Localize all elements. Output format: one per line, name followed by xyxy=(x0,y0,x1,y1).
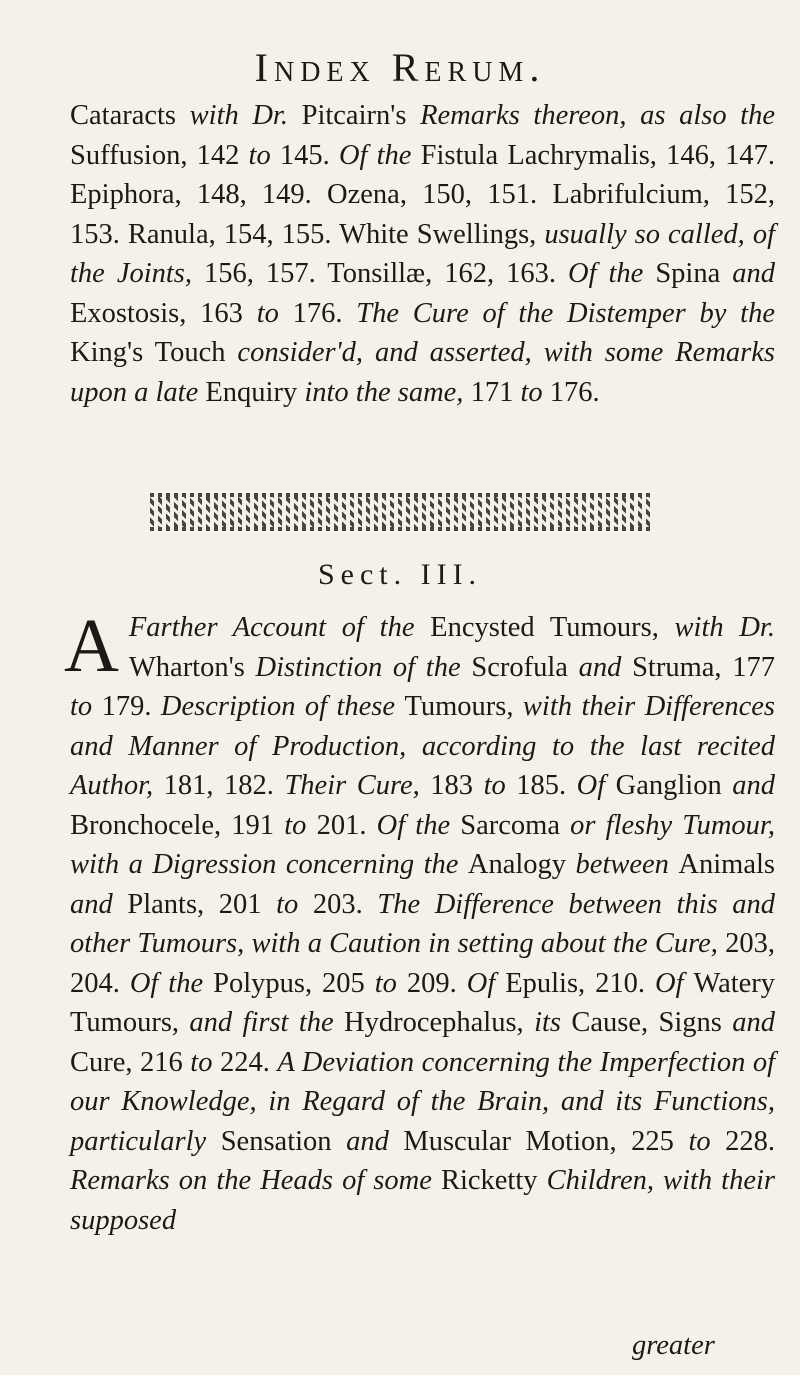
bottom-text-run: and xyxy=(346,1125,404,1157)
bottom-text-run: Farther Account of the xyxy=(128,612,431,643)
top-text-run: Exostosis, 163 xyxy=(70,297,257,329)
bottom-text-run: Sensation xyxy=(220,1125,347,1157)
bottom-text-run: Of xyxy=(466,967,506,999)
top-text-run: Of the xyxy=(338,139,421,171)
drop-cap-letter: A xyxy=(64,604,119,688)
top-text-run: Enquiry xyxy=(205,376,305,408)
bottom-text-run: Distinction of the xyxy=(255,651,472,683)
bottom-text-run: with Dr. xyxy=(674,612,775,643)
bottom-text-run: 203. xyxy=(312,888,378,920)
bottom-text-run: to xyxy=(284,809,317,841)
bottom-text-run: Of xyxy=(654,967,694,999)
bottom-text-run: and xyxy=(732,770,775,801)
top-text-run: Suffusion, 142 xyxy=(70,139,249,171)
top-text-run: 156, 157. Tonsillæ, 162, 163. xyxy=(204,258,568,289)
bottom-text-run: 183 xyxy=(430,770,484,801)
top-paragraph xyxy=(70,96,775,412)
top-text-run: consider'd, and asserted, with some Remarks upon a late xyxy=(70,337,775,408)
top-text-run: with Dr. xyxy=(189,100,302,131)
bottom-text-run: Children, with their supposed xyxy=(70,1165,775,1236)
bottom-text-run: to xyxy=(70,691,102,722)
bottom-text-run: Hydrocephalus, xyxy=(344,1007,535,1038)
bottom-text-run: its xyxy=(534,1007,572,1038)
running-header: Index Rerum. xyxy=(254,45,546,90)
bottom-text-run: to xyxy=(190,1046,220,1078)
bottom-paragraph xyxy=(70,608,775,1240)
bottom-text-run: and first the xyxy=(189,1007,345,1038)
top-text-run: Of the xyxy=(567,258,656,289)
bottom-text-run: and xyxy=(578,651,633,683)
top-text-run: into the same, xyxy=(304,376,471,408)
top-text-run: Pitcairn's xyxy=(301,100,421,131)
bottom-text-run: 201. xyxy=(316,809,377,841)
decorative-ornament-band xyxy=(150,493,650,531)
catchword: greater xyxy=(632,1330,715,1361)
bottom-text-run: Plants, 201 xyxy=(127,888,277,920)
top-text-run: to xyxy=(248,139,280,171)
bottom-text-run: Muscular Motion, 225 xyxy=(403,1125,689,1157)
bottom-text-run: The Difference between this and other Tumours, with a Caution in setting about the Cure, xyxy=(70,888,776,959)
top-text-run: Fistula Lachrymalis, 146, 147. Epiphora, 148, 149. Ozena, 150, 151. Labrifulcium, 152, 153. Ranula, 154, 155. White Swellings, xyxy=(70,139,776,250)
bottom-text-run: and xyxy=(70,888,128,920)
bottom-text-run: 181, 182. xyxy=(163,770,285,801)
bottom-text-run: Bronchocele, 191 xyxy=(70,809,285,841)
bottom-text-run: Remarks on the Heads of some xyxy=(70,1165,441,1196)
top-text-run: King's Touch xyxy=(70,337,238,368)
bottom-text-run: Tumours, xyxy=(404,691,523,722)
bottom-text-run: Polypus, 205 xyxy=(213,967,375,999)
bottom-text-run: between xyxy=(575,849,679,880)
bottom-text-run: 228. xyxy=(725,1125,776,1157)
ornament-pattern xyxy=(150,497,650,527)
bottom-text-run: to xyxy=(276,888,313,920)
top-text-run: 145. xyxy=(279,139,339,171)
bottom-text-run: to xyxy=(688,1125,726,1157)
bottom-text-run: Ricketty xyxy=(440,1165,547,1196)
top-text-run: Spina xyxy=(655,258,733,289)
bottom-text-run: or fleshy Tumour, with a Digression concerning the xyxy=(70,809,775,880)
bottom-text-run: Of xyxy=(576,770,616,801)
bottom-text-run: Of the xyxy=(129,967,214,999)
bottom-text-run: Sarcoma xyxy=(460,809,571,841)
bottom-text-run: Wharton's xyxy=(128,651,256,683)
bottom-text-run: Epulis, 210. xyxy=(505,967,655,999)
bottom-text-run: Struma, 177 xyxy=(632,651,775,683)
top-text-run: 171 xyxy=(470,376,521,408)
bottom-text-run: Of the xyxy=(376,809,461,841)
bottom-text-run: to xyxy=(483,770,517,801)
bottom-text-run: 224. xyxy=(219,1046,278,1078)
bottom-text-run: 203, 204. xyxy=(70,928,775,999)
top-text-run: usually so called, of the Joints, xyxy=(70,218,775,289)
bottom-text-run: Cure, 216 xyxy=(70,1046,191,1078)
bottom-text-run: Scrofula xyxy=(471,651,579,683)
bottom-text-run: and xyxy=(732,1007,775,1038)
bottom-text-run: Encysted Tumours, xyxy=(430,612,675,643)
bottom-text-run: 209. xyxy=(406,967,467,999)
bottom-text-run: 185. xyxy=(516,770,577,801)
top-text-run: Remarks thereon, as also the xyxy=(420,100,776,131)
bottom-text-run: Analogy xyxy=(467,849,576,880)
top-text-run: The Cure of the Distemper by the xyxy=(356,297,775,329)
index-entry-top xyxy=(70,96,775,412)
section-heading: Sect. III. xyxy=(317,558,483,591)
top-text-run: 176. xyxy=(292,297,357,329)
top-text-run: to xyxy=(520,376,550,408)
bottom-text-run: 179. xyxy=(101,691,161,722)
top-text-run: to xyxy=(256,297,293,329)
bottom-text-run: to xyxy=(374,967,407,999)
top-text-run: and xyxy=(732,258,776,289)
bottom-text-run: Animals xyxy=(678,849,775,880)
bottom-text-run: with their Differences and Manner of Production, according to the last recited Author, xyxy=(70,691,775,801)
bottom-text-run: Watery Tumours, xyxy=(70,967,776,1038)
top-text-run: Cataracts xyxy=(70,100,190,131)
bottom-text-run: A Deviation concerning the Imperfection of our Knowledge, in Regard of the Brain, and its Functions, particularly xyxy=(70,1046,776,1157)
bottom-text-run: Ganglion xyxy=(615,770,733,801)
bottom-text-run: Cause, Signs xyxy=(571,1007,733,1038)
bottom-text-run: Description of these xyxy=(160,691,405,722)
top-text-run: 176. xyxy=(549,376,600,408)
bottom-text-run: Their Cure, xyxy=(284,770,431,801)
index-entry-section-three xyxy=(64,604,776,1240)
